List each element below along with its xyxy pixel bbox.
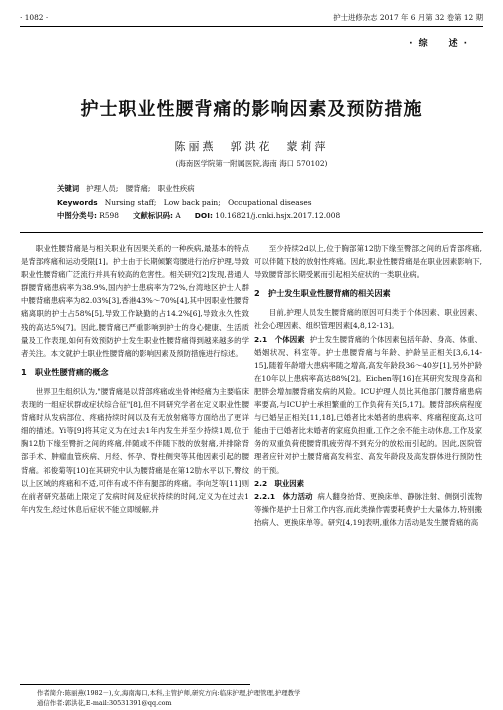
section-2-paragraph: 目前,护理人员发生腰背痛的原因可归类于个体因素、职业因素、社会心理因素、组织管理因素[4,8,12-13]。 <box>254 308 482 331</box>
section-tag: ·综 述· <box>409 39 473 49</box>
running-header <box>20 10 483 24</box>
section-2-2-1-paragraph <box>254 490 482 529</box>
classification-line <box>57 209 453 223</box>
authors: 陈丽燕 郭洪花 蒙莉萍 <box>174 140 329 153</box>
section-1-paragraph: 世界卫生组织认为,"腰背痛是以背部疼痛或坐骨神经痛为主要临床表现的一组症状群或症状综合征"[8],但不同研究学者在定义职业性腰背痛时从发病部位、疼痛持续时间以及有无放射痛等方面给出了更详细的描述。Yi等[9]将其定义为在过去1年内发生并至少持续1周,位于胸12肋下缘至臀折之间的疼痛,伴随或不伴随下肢的放射痛,并排除背部手术、肿瘤血管疾病、月经、怀孕、脊柱侧突等其他因素引起的腰背痛。祁俊菊等[10]在其研究中认为腰背痛是在第12肋水平以下,臀纹以上区域的疼痛和不适,可伴有或不伴有腿部的疼痛。李向芝等[11]则在前者研究基础上限定了发病时间及症状持续的时间,定义为在过去1年内发生,经过休息后症状不能立即缓解,并 <box>21 386 249 514</box>
keywords-cn <box>57 182 453 196</box>
doc-code-value: A <box>175 211 181 220</box>
clc-value: R598 <box>99 211 119 220</box>
footnote <box>37 688 300 708</box>
doi-label: DOI: <box>194 211 213 220</box>
article-meta <box>57 182 453 223</box>
article-title: 护士职业性腰背痛的影响因素及预防措施 <box>80 99 423 120</box>
right-column <box>254 242 482 529</box>
section-2-1-paragraph <box>254 333 482 477</box>
left-column <box>21 242 249 516</box>
subsection-2-2-1-text: 病人翻身抬背、更换床单、静脉注射、侧倒引流物等操作是护士日常工作内容,而此类操作需要耗费护士大量体力,特别搬抬病人、更换床单等。研究[4,19]表明,重体力活动是发生腰背痛的高 <box>254 491 482 527</box>
header-rule <box>20 26 483 27</box>
meta-rule <box>20 232 483 233</box>
keywords-cn-value: 护理人员; 腰背痛; 职业性疾病 <box>86 184 195 193</box>
doi-value: 10.16821/j.cnki.hsjx.2017.12.008 <box>215 211 341 220</box>
footnote-rule <box>20 684 250 685</box>
subsection-2-1-label: 2.1 个体因素 <box>254 334 305 344</box>
keywords-en-label: Keywords <box>57 197 98 207</box>
keywords-en <box>57 196 453 210</box>
subsection-2-2-1-label: 2.2.1 体力活动 <box>254 491 313 501</box>
doc-code-label: 文献标识码: <box>133 211 173 220</box>
author-info: 作者简介:陈丽燕(1982－),女,海南海口,本科,主管护师,研究方向:临床护理,护理管理,护理教学 <box>37 689 301 697</box>
section-heading-2: 2 护士发生职业性腰背痛的相关因素 <box>254 288 391 299</box>
section-heading-1: 1 职业性腰背痛的概念 <box>21 366 109 377</box>
subsection-2-1-text: 护士发生腰背痛的个体因素包括年龄、身高、体重、婚姻状况、科室等。护士患腰背痛与年龄、护龄呈正相关[3,6,14-15],随着年龄增大患病率随之增高,高发年龄段36～40岁[1],另外护龄在10年以上患病率高达88%[2]。Eichen等[16]在其研究发现身高和肥胖会增加腰背痛发病的风险。ICU护理人员比其他部门腰背痛患病率要高,与ICU护士承担繁重的工作负荷有关[5,17]。腰背部疾病程度与已婚呈正相关[11,18],已婚者比未婚者的患病率、疼痛程度高,这可能由于已婚者比未婚者的家庭负担重,工作之余不能主动休息,工作及家务的双重负荷使腰背肌疲劳得不到充分的放松而引起的。因此,医院管理者应针对护士腰背痛高发科室、高发年龄段及高发群体进行预防性的干预。 <box>254 334 482 475</box>
clc-label: 中图分类号: <box>57 211 97 220</box>
keywords-cn-label: 关键词 <box>57 184 80 193</box>
keywords-en-value: Nursing staff; Low back pain; Occupational diseases <box>104 197 312 207</box>
affiliation: (海南医学院第一附属医院,海南 海口 570102) <box>175 159 328 168</box>
intro-paragraph: 职业性腰背痛是与相关职业有因果关系的一种疾病,最基本的特点是背部疼痛和运动受限[1]。护士由于长期倾繁弯腰进行治疗护理,导致职业性腰背痛广泛流行并具有较高的危害性。相关研究[2]发现,普通人群腰背痛患病率为38.9%,国内护士患病率为72%,台湾地区护士人群中腰背痛患病率为82.03%[3],香港43%～70%[4],其中因职业性腰背痛离职的护士占58%[5],导致工作缺勤的占14.2%[6],导致永久性致残的高达5%[7]。因此,腰背痛已严重影响到护士的身心健康、生活质量及工作表现,如何有效预防护士发生职业性腰背痛得到越来越多的学者关注。本文就护士职业性腰背痛的影响因素及预防措施进行综述。 <box>21 244 249 358</box>
contact-info: 通信作者:郭洪花,E-mail:30531391@qq.com <box>37 699 172 707</box>
page-number: · 1082 · <box>20 12 49 22</box>
subsection-heading-2-2: 2.2 职业因素 <box>254 478 305 488</box>
journal-info: 护士进修杂志 2017 年 6 月第 32 卷第 12 期 <box>333 12 483 22</box>
continued-paragraph: 至少持续2d以上,位于胸部第12肋下缘至臀部之间的后背部疼痛,可以伴随下肢的放射性疼痛。因此,职业性腰背痛是在职业因素影响下,导致腰背部长期受累而引起相关症状的一类职业病。 <box>254 244 482 280</box>
